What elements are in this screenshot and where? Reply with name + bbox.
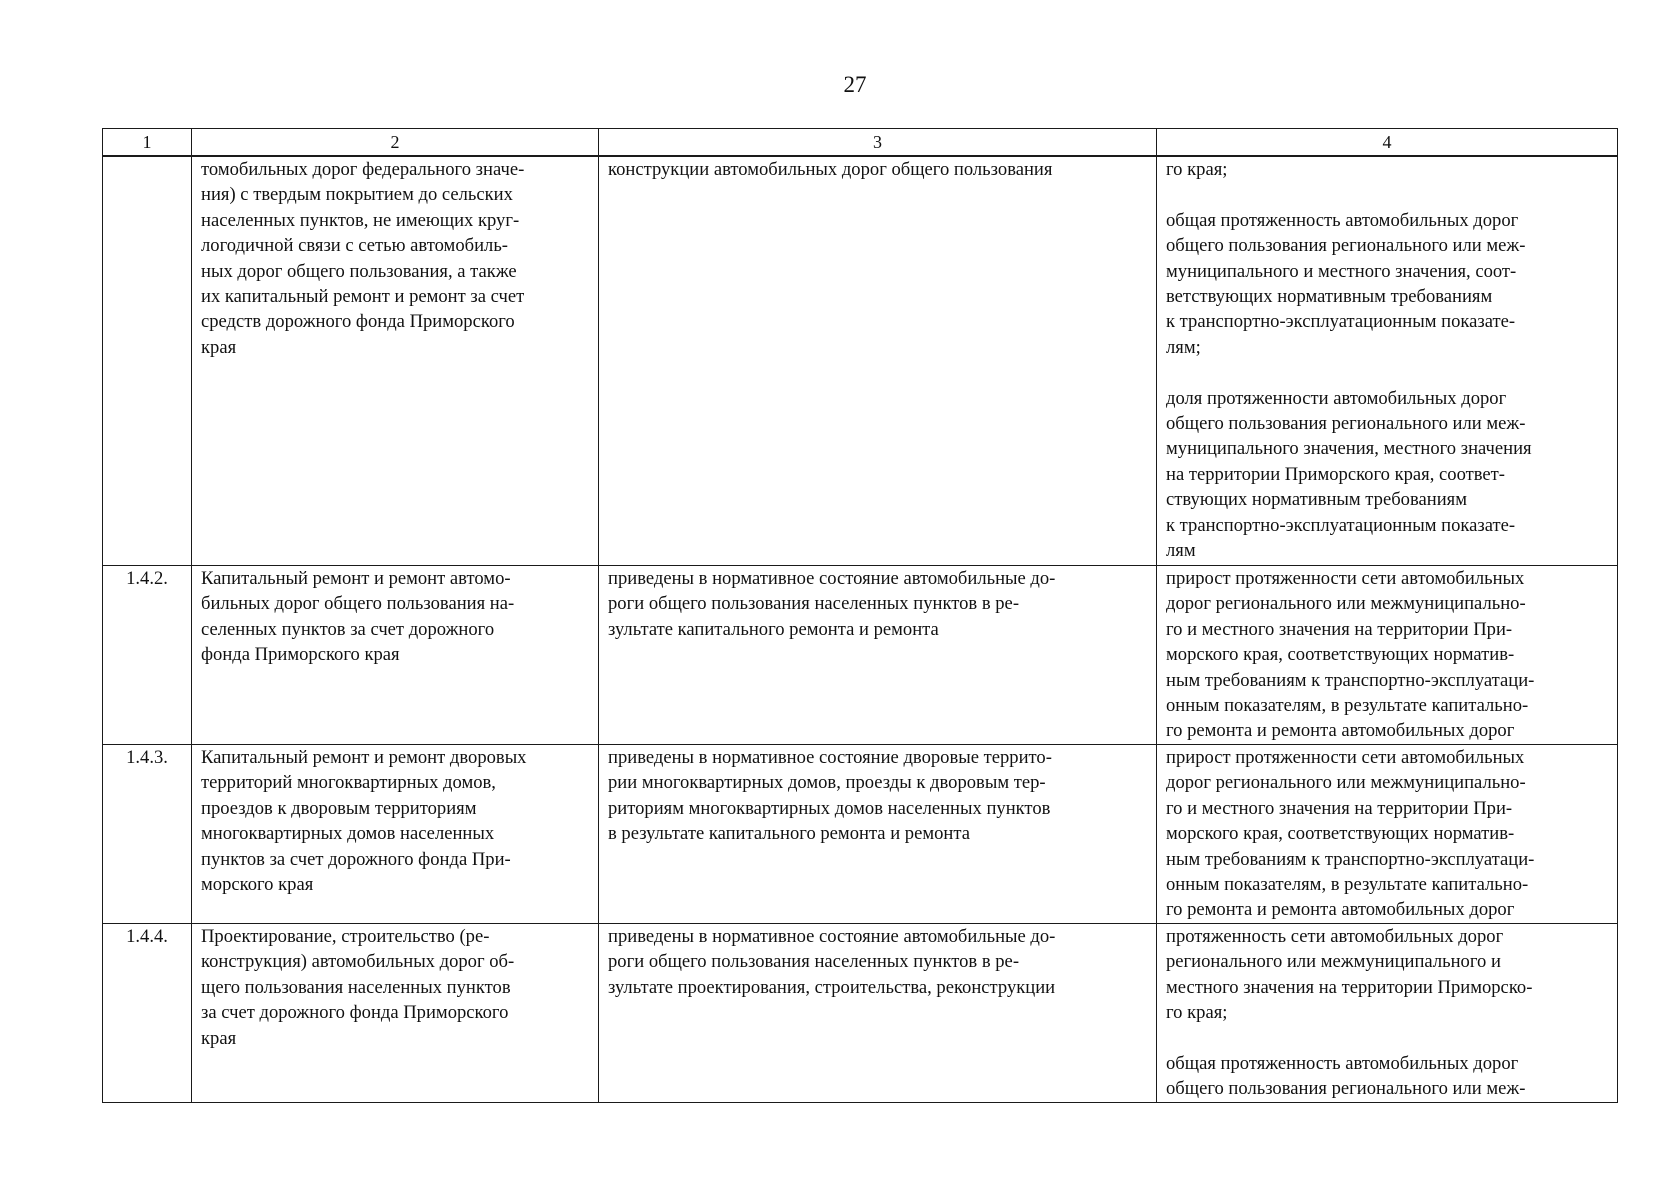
row-number: 1.4.3. bbox=[103, 745, 192, 924]
column-header-1: 1 bbox=[103, 129, 192, 157]
indicator-paragraph: го края; bbox=[1166, 159, 1228, 180]
program-table bbox=[102, 128, 1618, 1103]
column-header-4: 4 bbox=[1157, 129, 1618, 157]
table-row bbox=[103, 745, 1618, 924]
indicator-list bbox=[1157, 156, 1618, 566]
result-text: конструкции автомобильных дорог общего пользования bbox=[608, 159, 1053, 180]
table-row bbox=[103, 156, 1618, 566]
expected-result bbox=[599, 566, 1157, 745]
measure-name bbox=[192, 745, 599, 924]
result-text: приведены в нормативное состояние дворовые террито- рии многоквартирных домов, проезды к дворовым тер- риториям многоквартирных домов населенных пунктов в результате капитального ремонта и ремонта bbox=[608, 747, 1052, 845]
table-row bbox=[103, 924, 1618, 1103]
expected-result bbox=[599, 924, 1157, 1103]
measure-text: Капитальный ремонт и ремонт автомо- бильных дорог общего пользования на- селенных пунктов за счет дорожного фонда Приморского края bbox=[201, 568, 515, 666]
measure-text: Капитальный ремонт и ремонт дворовых территорий многоквартирных домов, проездов к дворовым территориям многоквартирных домов населенных пунктов за счет дорожного фонда При- морского края bbox=[201, 747, 527, 896]
row-number: 1.4.4. bbox=[103, 924, 192, 1103]
measure-text: Проектирование, строительство (ре- конструкция) автомобильных дорог об- щего пользования населенных пунктов за счет дорожного фонда Приморского края bbox=[201, 926, 515, 1049]
measure-text: томобильных дорог федерального значе- ния) с твердым покрытием до сельских населенных пунктов, не имеющих круг- логодичной связи с сетью автомобиль- ных дорог общего пользования, а также их капитальный ремонт и ремонт за счет средств дорожного фонда Приморского края bbox=[201, 159, 525, 358]
result-text: приведены в нормативное состояние автомобильные до- роги общего пользования населенных пунктов в ре- зультате проектирования, строительства, реконструкции bbox=[608, 926, 1056, 998]
table-header-row bbox=[103, 129, 1618, 157]
indicator-list bbox=[1157, 745, 1618, 924]
expected-result bbox=[599, 156, 1157, 566]
column-header-2: 2 bbox=[192, 129, 599, 157]
indicator-paragraph: прирост протяженности сети автомобильных дорог регионального или межмуниципально- го и местного значения на территории При- морского края, соответствующих норматив- ным требованиям к транспортно-эксплуатаци- онным показателям, в результате капитально- го ремонта и ремонта автомобильных дорог bbox=[1166, 568, 1535, 742]
indicator-paragraph: протяженность сети автомобильных дорог регионального или межмуниципального и местного значения на территории Приморско- го края; bbox=[1166, 926, 1533, 1024]
indicator-paragraph: общая протяженность автомобильных дорог общего пользования регионального или меж- bbox=[1166, 1053, 1526, 1100]
measure-name bbox=[192, 924, 599, 1103]
indicator-paragraph: общая протяженность автомобильных дорог общего пользования регионального или меж- муниципального и местного значения, соот- ветствующих нормативным требованиям к транспортно-эксплуатационным показате- лям; bbox=[1166, 209, 1526, 358]
column-header-3: 3 bbox=[599, 129, 1157, 157]
indicator-list bbox=[1157, 566, 1618, 745]
indicator-paragraph: прирост протяженности сети автомобильных дорог регионального или межмуниципально- го и местного значения на территории При- морского края, соответствующих норматив- ным требованиям к транспортно-эксплуатаци- онным показателям, в результате капитально- го ремонта и ремонта автомобильных дорог bbox=[1166, 747, 1535, 921]
page-number: 27 bbox=[843, 72, 867, 97]
row-number bbox=[103, 156, 192, 566]
row-number: 1.4.2. bbox=[103, 566, 192, 745]
measure-name bbox=[192, 156, 599, 566]
table-row bbox=[103, 566, 1618, 745]
expected-result bbox=[599, 745, 1157, 924]
measure-name bbox=[192, 566, 599, 745]
indicator-paragraph: доля протяженности автомобильных дорог общего пользования регионального или меж- муниципального значения, местного значения на территории Приморского края, соответ- ствующих нормативным требованиям к транспортно-эксплуатационным показате- лям bbox=[1166, 387, 1532, 562]
indicator-list bbox=[1157, 924, 1618, 1103]
result-text: приведены в нормативное состояние автомобильные до- роги общего пользования населенных пунктов в ре- зультате капитального ремонта и ремонта bbox=[608, 568, 1056, 640]
